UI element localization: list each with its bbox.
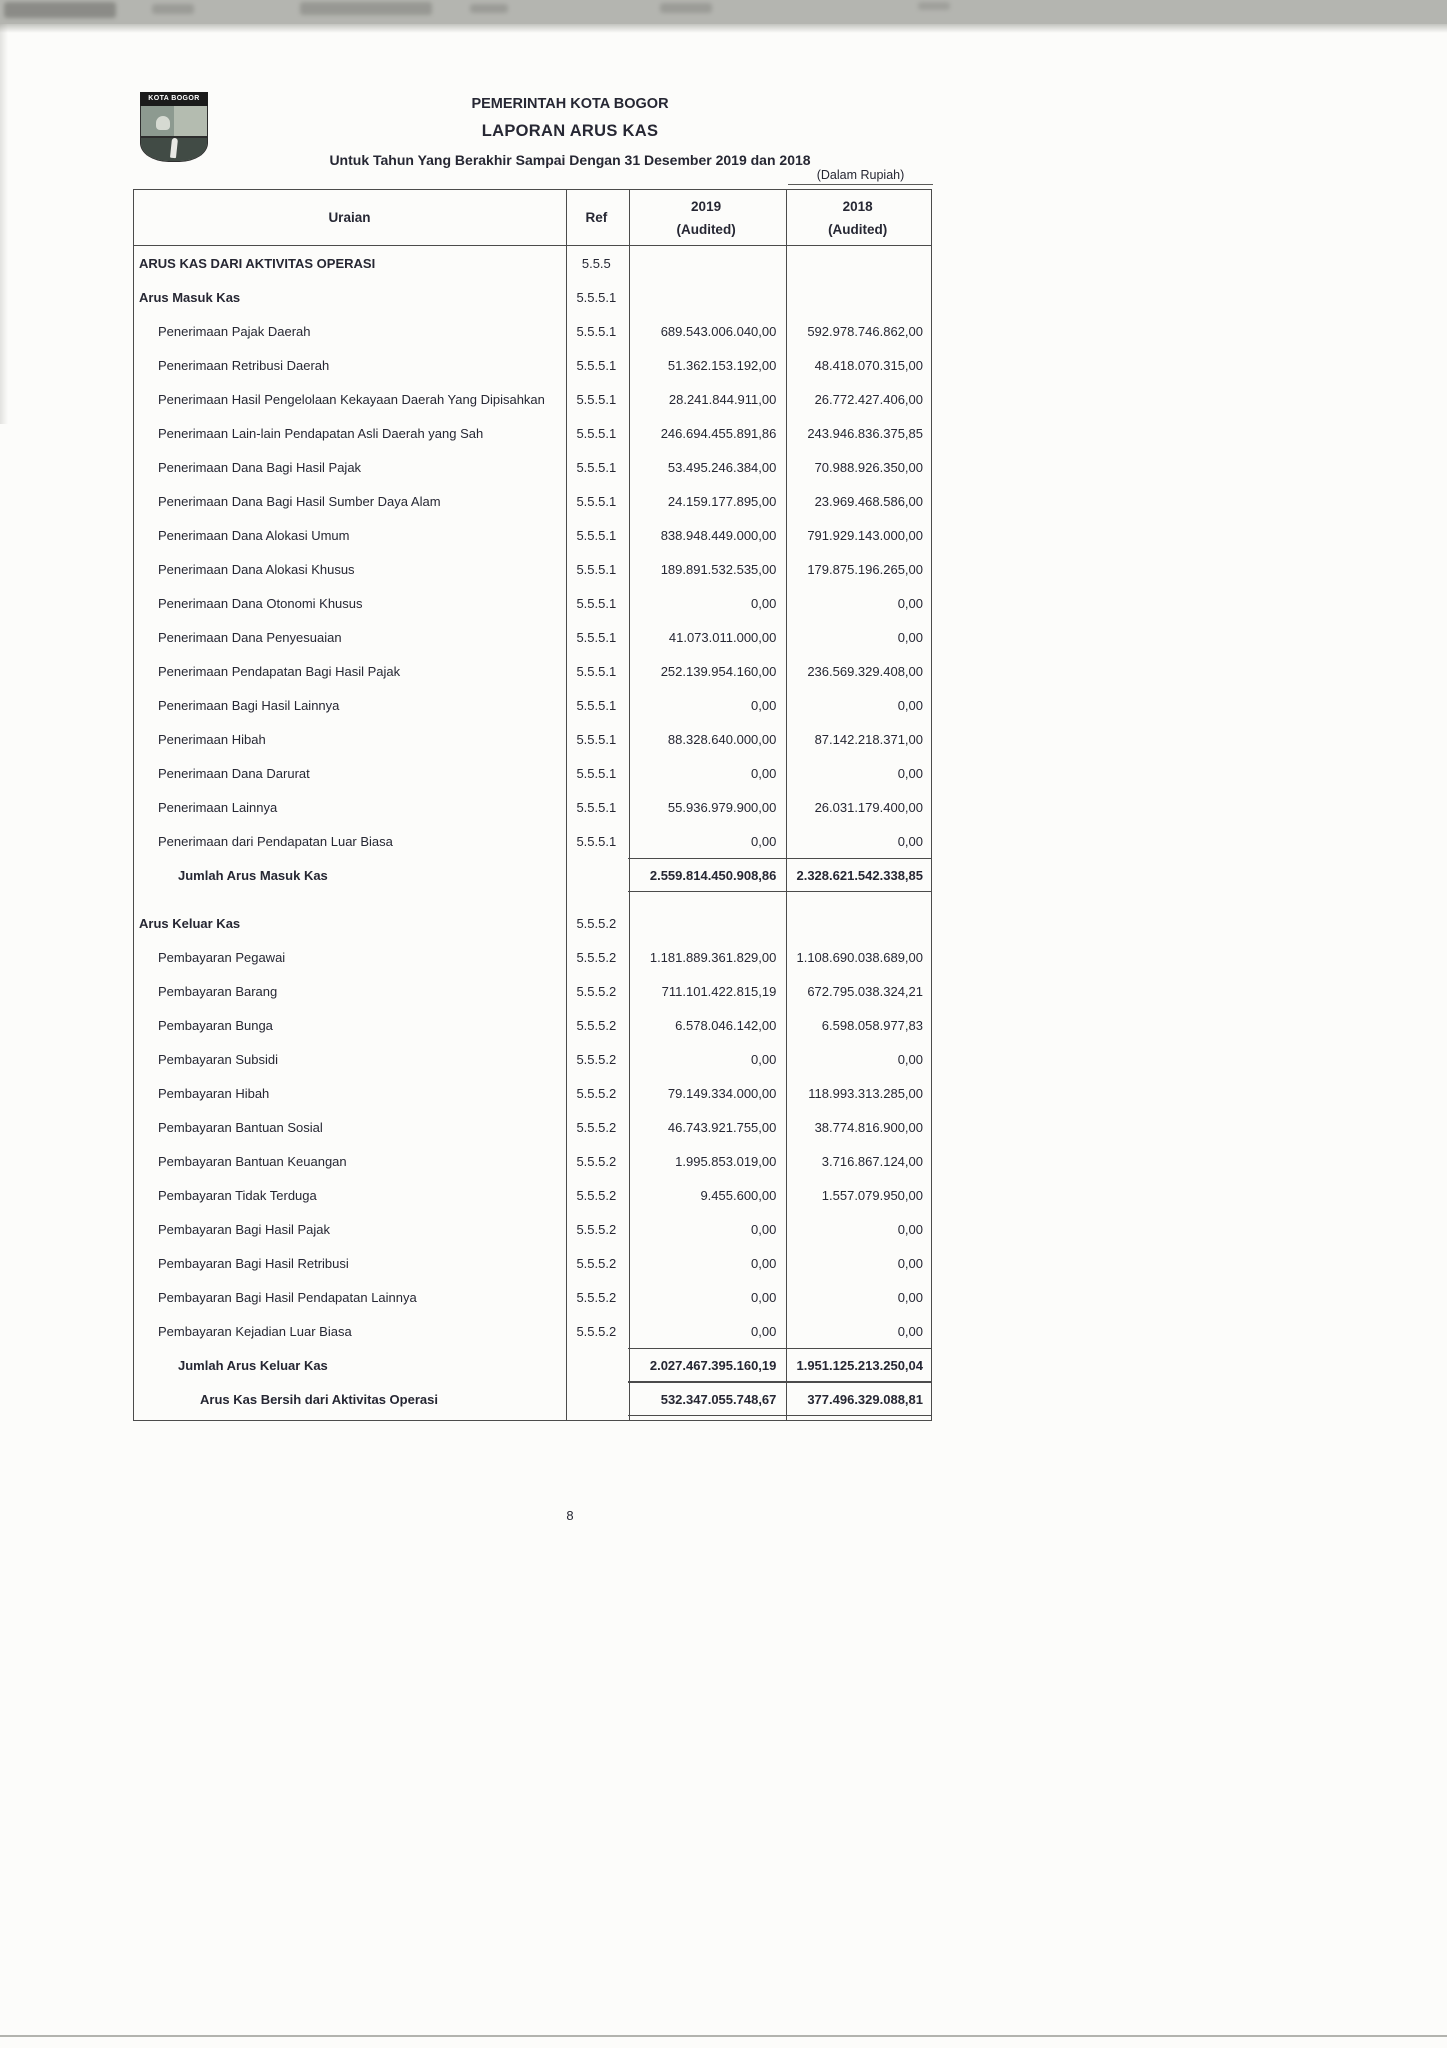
row-value-2019: 0,00: [751, 833, 777, 849]
table-body: [134, 246, 931, 1420]
scan-smudge: [918, 2, 950, 10]
row-label: Penerimaan Dana Penyesuaian: [158, 629, 342, 645]
row-label: Pembayaran Hibah: [158, 1085, 270, 1101]
row-value-2019: 9.455.600,00: [700, 1187, 777, 1203]
scan-smudge: [152, 4, 194, 14]
row-value-2018: 791.929.143.000,00: [807, 527, 923, 543]
row-value-2019: 0,00: [751, 595, 777, 611]
row-value-2018: [784, 280, 931, 314]
row-label: Pembayaran Bantuan Sosial: [158, 1119, 323, 1135]
row-ref: [565, 1348, 628, 1382]
row-label: Penerimaan Dana Alokasi Umum: [158, 527, 350, 543]
row-label: Arus Masuk Kas: [139, 289, 241, 305]
row-value-2018: 118.993.313.285,00: [808, 1085, 923, 1101]
row-value-2018: 236.569.329.408,00: [807, 663, 923, 679]
row-ref: 5.5.5.1: [576, 765, 617, 781]
table-column-divider: [629, 190, 630, 1420]
table-row: [134, 974, 931, 1008]
column-header-2018: [784, 190, 931, 245]
table-row: [134, 280, 931, 314]
row-ref: 5.5.5.2: [576, 949, 617, 965]
row-ref: 5.5.5.1: [576, 425, 617, 441]
row-label: Pembayaran Kejadian Luar Biasa: [158, 1323, 352, 1339]
row-value-2019: 246.694.455.891,86: [660, 425, 777, 441]
row-label: Pembayaran Bagi Hasil Pajak: [158, 1221, 330, 1237]
row-label: Arus Keluar Kas: [139, 915, 241, 931]
row-ref: 5.5.5.2: [576, 1323, 617, 1339]
row-label: Pembayaran Pegawai: [158, 949, 286, 965]
row-label: Pembayaran Bagi Hasil Retribusi: [158, 1255, 349, 1271]
row-value-2019: [628, 246, 785, 280]
row-value-2018: 87.142.218.371,00: [814, 731, 923, 747]
row-ref: 5.5.5.2: [576, 1153, 617, 1169]
table-row: [134, 552, 931, 586]
row-value-2018: 2.328.621.542.338,85: [784, 858, 931, 892]
row-value-2019: 53.495.246.384,00: [667, 459, 777, 475]
row-ref: 5.5.5.1: [576, 357, 617, 373]
audited-label: (Audited): [676, 221, 736, 237]
row-value-2019: [628, 280, 785, 314]
row-value-2018: 0,00: [897, 833, 923, 849]
row-value-2018: 0,00: [897, 697, 923, 713]
row-value-2018: 3.716.867.124,00: [821, 1153, 923, 1169]
row-value-2018: 48.418.070.315,00: [814, 357, 923, 373]
row-ref: [565, 858, 628, 892]
table-row: [134, 450, 931, 484]
row-value-2018: 243.946.836.375,85: [807, 425, 923, 441]
column-header-2019: [628, 190, 785, 245]
row-label: Pembayaran Bagi Hasil Pendapatan Lainnya: [158, 1289, 417, 1305]
row-ref: 5.5.5.1: [576, 391, 617, 407]
row-value-2019: 6.578.046.142,00: [675, 1017, 777, 1033]
row-ref: 5.5.5.1: [576, 493, 617, 509]
row-label: Penerimaan Dana Alokasi Khusus: [158, 561, 355, 577]
table-row: [134, 1008, 931, 1042]
table-row: [134, 620, 931, 654]
row-value-2018: 23.969.468.586,00: [814, 493, 923, 509]
row-value-2018: 1.951.125.213.250,04: [784, 1348, 931, 1382]
row-value-2018: 0,00: [897, 629, 923, 645]
row-value-2019: 0,00: [751, 697, 777, 713]
row-value-2018: 6.598.058.977,83: [821, 1017, 923, 1033]
scan-smudge: [470, 4, 508, 13]
table-row: [134, 1110, 931, 1144]
row-ref: 5.5.5.1: [576, 595, 617, 611]
row-value-2018: 1.557.079.950,00: [821, 1187, 923, 1203]
row-value-2018: 592.978.746.862,00: [807, 323, 923, 339]
scan-fade: [0, 24, 1447, 33]
row-label: Penerimaan Dana Bagi Hasil Pajak: [158, 459, 362, 475]
row-ref: 5.5.5.2: [576, 915, 617, 931]
row-label: Pembayaran Bantuan Keuangan: [158, 1153, 347, 1169]
row-value-2019: 46.743.921.755,00: [667, 1119, 777, 1135]
row-value-2018: 1.108.690.038.689,00: [796, 949, 923, 965]
row-ref: 5.5.5: [581, 255, 611, 271]
table-row: [134, 1144, 931, 1178]
row-label: Penerimaan Dana Bagi Hasil Sumber Daya Alam: [158, 493, 441, 509]
row-value-2019: 532.347.055.748,67: [628, 1382, 785, 1416]
row-value-2019: 689.543.006.040,00: [660, 323, 777, 339]
table-row: [134, 756, 931, 790]
row-ref: 5.5.5.2: [576, 1255, 617, 1271]
row-value-2018: 179.875.196.265,00: [807, 561, 923, 577]
row-label: Jumlah Arus Keluar Kas: [178, 1357, 328, 1373]
row-ref: 5.5.5.1: [576, 323, 617, 339]
row-value-2018: [784, 906, 931, 940]
row-value-2019: 1.181.889.361.829,00: [649, 949, 777, 965]
row-value-2019: 79.149.334.000,00: [667, 1085, 777, 1101]
row-label: Penerimaan Pajak Daerah: [158, 323, 311, 339]
row-ref: 5.5.5.2: [576, 1187, 617, 1203]
row-value-2019: 55.936.979.900,00: [667, 799, 777, 815]
row-value-2018: 0,00: [897, 1051, 923, 1067]
table-row: [134, 654, 931, 688]
row-ref: 5.5.5.1: [576, 731, 617, 747]
row-ref: 5.5.5.2: [576, 1085, 617, 1101]
row-value-2019: 1.995.853.019,00: [675, 1153, 777, 1169]
row-value-2018: 38.774.816.900,00: [814, 1119, 923, 1135]
row-value-2019: [628, 906, 785, 940]
row-label: Penerimaan Retribusi Daerah: [158, 357, 330, 373]
table-column-divider: [566, 190, 567, 1420]
row-label: Penerimaan Lain-lain Pendapatan Asli Daerah yang Sah: [158, 425, 484, 441]
row-value-2019: 189.891.532.535,00: [660, 561, 777, 577]
row-label: Jumlah Arus Masuk Kas: [178, 867, 328, 883]
row-value-2019: 24.159.177.895,00: [667, 493, 777, 509]
row-label: Pembayaran Bunga: [158, 1017, 273, 1033]
table-row: [134, 1178, 931, 1212]
row-value-2019: 711.101.422.815,19: [661, 983, 777, 999]
table-row: [134, 1076, 931, 1110]
scan-artifact-strip: [0, 0, 1447, 24]
row-value-2018: 672.795.038.324,21: [807, 983, 923, 999]
table-row: [134, 1212, 931, 1246]
row-value-2019: 2.559.814.450.908,86: [628, 858, 785, 892]
table-row: [134, 314, 931, 348]
row-label: Penerimaan Pendapatan Bagi Hasil Pajak: [158, 663, 401, 679]
row-label: Pembayaran Subsidi: [158, 1051, 278, 1067]
year-2019-label: 2019: [691, 198, 722, 214]
table-row: [134, 1280, 931, 1314]
row-ref: 5.5.5.2: [576, 1017, 617, 1033]
row-label: ARUS KAS DARI AKTIVITAS OPERASI: [139, 255, 376, 271]
row-value-2019: 0,00: [751, 1221, 777, 1237]
column-header-ref: Ref: [585, 210, 608, 225]
row-value-2019: 0,00: [751, 1255, 777, 1271]
row-label: Penerimaan Hasil Pengelolaan Kekayaan Daerah Yang Dipisahkan: [158, 391, 545, 407]
report-subtitle: Untuk Tahun Yang Berakhir Sampai Dengan 31 Desember 2019 dan 2018: [329, 152, 811, 168]
row-ref: 5.5.5.2: [576, 983, 617, 999]
table-row: [134, 246, 931, 280]
row-ref: 5.5.5.1: [576, 663, 617, 679]
row-ref: 5.5.5.1: [576, 629, 617, 645]
row-label: Penerimaan Dana Otonomi Khusus: [158, 595, 363, 611]
scan-smudge: [4, 2, 116, 18]
currency-note: (Dalam Rupiah): [788, 168, 933, 185]
row-value-2018: 70.988.926.350,00: [814, 459, 923, 475]
row-ref: 5.5.5.1: [576, 697, 617, 713]
row-label: Pembayaran Tidak Terduga: [158, 1187, 317, 1203]
row-value-2019: 2.027.467.395.160,19: [628, 1348, 785, 1382]
table-row: [134, 1042, 931, 1076]
table-row: [134, 484, 931, 518]
table-row: [134, 518, 931, 552]
row-label: Pembayaran Barang: [158, 983, 278, 999]
table-row: [134, 824, 931, 858]
table-row: [134, 348, 931, 382]
row-ref: 5.5.5.2: [576, 1119, 617, 1135]
row-value-2018: 0,00: [897, 765, 923, 781]
cash-flow-table: [133, 189, 932, 1421]
row-value-2019: 0,00: [751, 1051, 777, 1067]
row-label: Penerimaan Lainnya: [158, 799, 278, 815]
logo-banner-text: KOTA BOGOR: [140, 92, 208, 106]
row-value-2018: 0,00: [897, 1323, 923, 1339]
row-value-2018: 0,00: [897, 595, 923, 611]
row-ref: 5.5.5.1: [576, 289, 617, 305]
page-number: 8: [566, 1508, 574, 1523]
row-ref: 5.5.5.1: [576, 833, 617, 849]
table-row: [134, 416, 931, 450]
row-value-2018: [784, 246, 931, 280]
row-value-2019: 0,00: [751, 1289, 777, 1305]
row-ref: 5.5.5.1: [576, 527, 617, 543]
row-label: Penerimaan dari Pendapatan Luar Biasa: [158, 833, 393, 849]
row-ref: 5.5.5.1: [576, 459, 617, 475]
table-row: [134, 1314, 931, 1348]
row-value-2018: 377.496.329.088,81: [784, 1382, 931, 1416]
table-row: [134, 858, 931, 892]
row-ref: [565, 1382, 628, 1416]
table-row: [134, 586, 931, 620]
table-row: [134, 940, 931, 974]
table-row: [134, 906, 931, 940]
row-ref: 5.5.5.1: [576, 561, 617, 577]
table-column-divider: [786, 190, 787, 1420]
row-value-2019: 252.139.954.160,00: [660, 663, 777, 679]
table-row: [134, 1348, 931, 1382]
row-value-2019: 41.073.011.000,00: [668, 629, 777, 645]
row-ref: 5.5.5.2: [576, 1051, 617, 1067]
row-value-2018: 0,00: [897, 1255, 923, 1271]
row-value-2019: 838.948.449.000,00: [660, 527, 777, 543]
table-row: [134, 688, 931, 722]
table-row: [134, 382, 931, 416]
table-row: [134, 1246, 931, 1280]
scan-smudge: [300, 2, 432, 15]
scan-left-edge-shadow: [0, 24, 8, 424]
row-label: Penerimaan Hibah: [158, 731, 266, 747]
scan-smudge: [660, 3, 712, 13]
row-ref: 5.5.5.2: [576, 1221, 617, 1237]
row-ref: 5.5.5.2: [576, 1289, 617, 1305]
row-value-2019: 0,00: [751, 1323, 777, 1339]
row-value-2019: 28.241.844.911,00: [668, 391, 777, 407]
row-value-2018: 26.772.427.406,00: [814, 391, 923, 407]
row-value-2018: 0,00: [897, 1221, 923, 1237]
row-label: Penerimaan Bagi Hasil Lainnya: [158, 697, 340, 713]
row-label: Arus Kas Bersih dari Aktivitas Operasi: [200, 1391, 438, 1407]
report-title: LAPORAN ARUS KAS: [481, 122, 659, 140]
table-row: [134, 1382, 931, 1416]
row-value-2019: 88.328.640.000,00: [667, 731, 777, 747]
org-name: PEMERINTAH KOTA BOGOR: [471, 96, 669, 112]
audited-label: (Audited): [828, 221, 888, 237]
row-value-2019: 0,00: [751, 765, 777, 781]
row-value-2018: 0,00: [897, 1289, 923, 1305]
row-value-2018: 26.031.179.400,00: [814, 799, 923, 815]
table-header: [134, 190, 931, 246]
row-value-2019: 51.362.153.192,00: [667, 357, 777, 373]
column-header-uraian: Uraian: [328, 210, 371, 225]
scan-bottom-edge: [0, 2035, 1447, 2037]
year-2018-label: 2018: [842, 198, 873, 214]
row-label: Penerimaan Dana Darurat: [158, 765, 310, 781]
row-ref: 5.5.5.1: [576, 799, 617, 815]
table-row: [134, 722, 931, 756]
table-row: [134, 790, 931, 824]
